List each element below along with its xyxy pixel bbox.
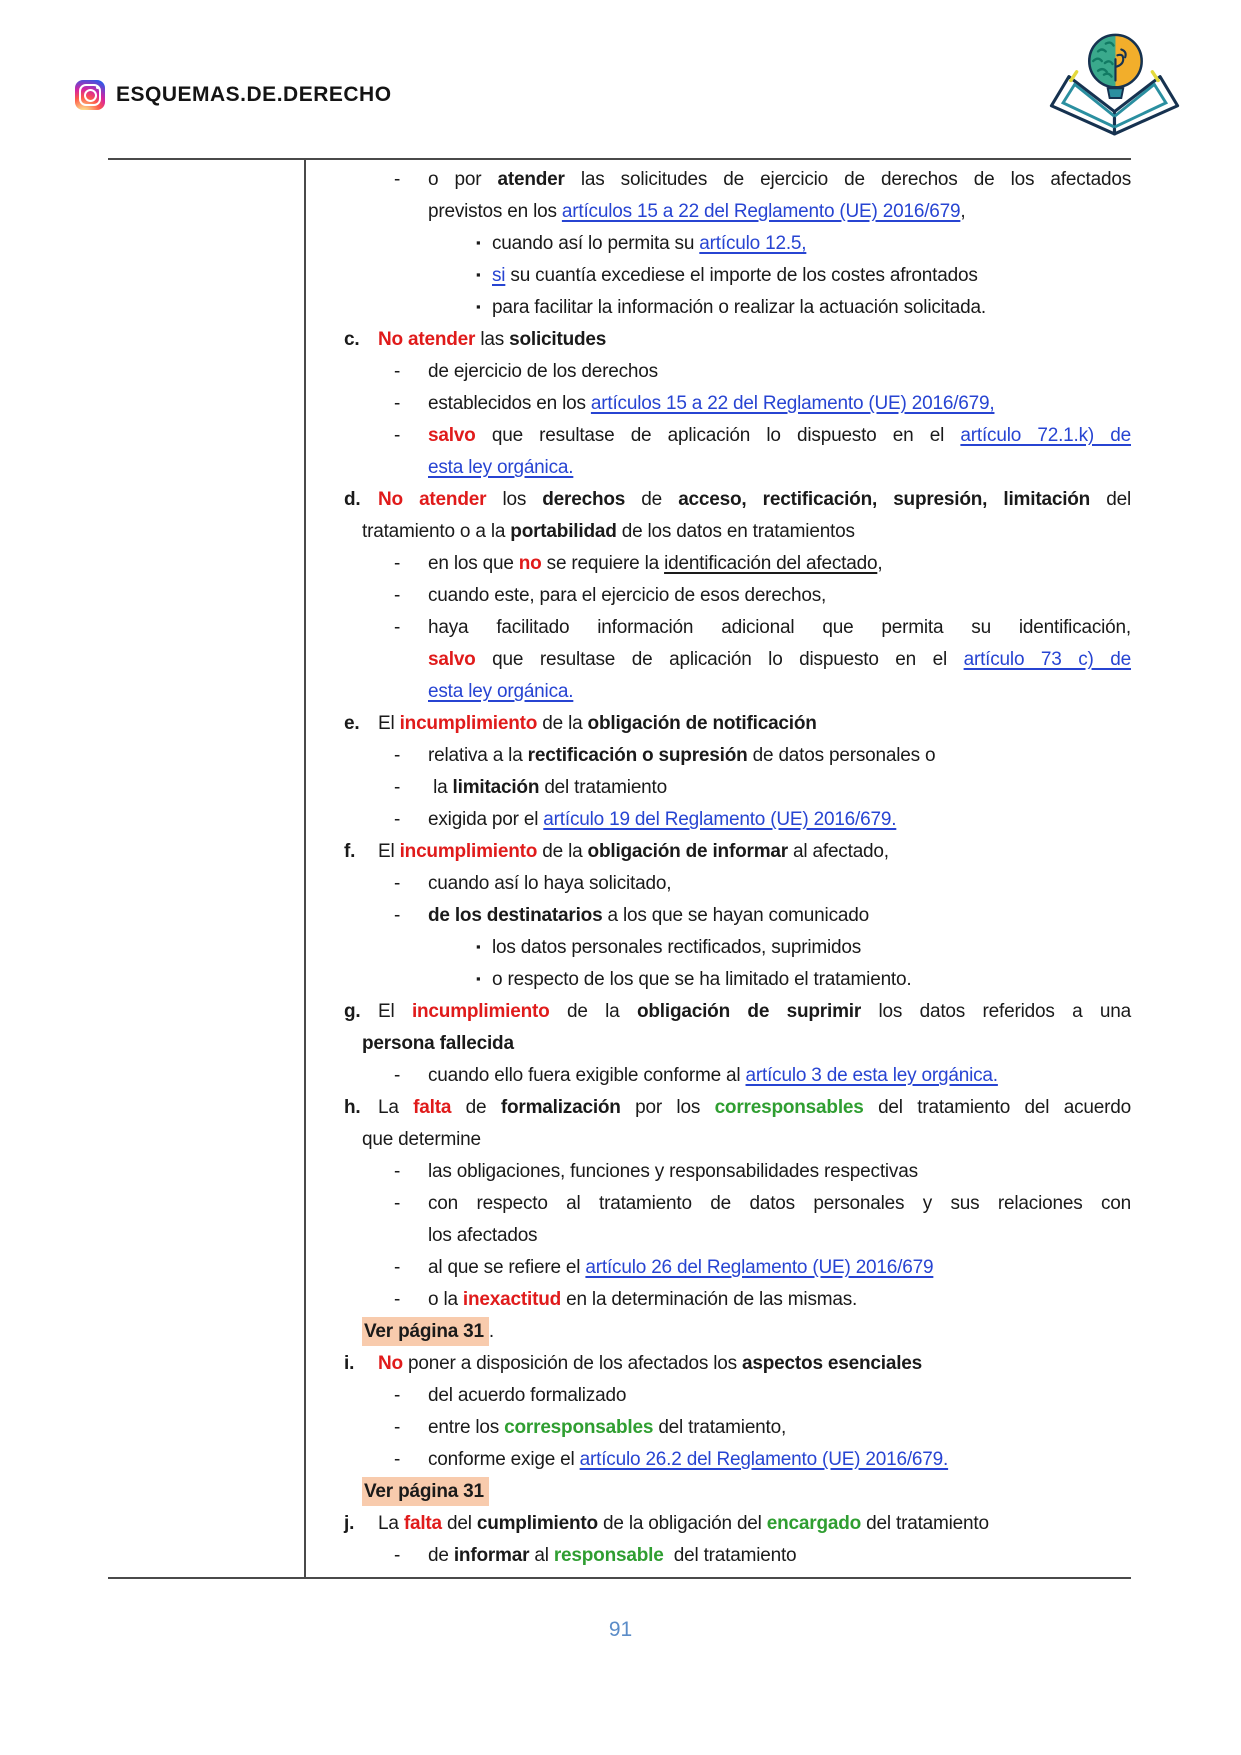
book-brain-lightbulb-logo — [1032, 20, 1197, 142]
text: cuando este, para el ejercicio de esos derechos, — [428, 585, 827, 606]
text: del — [1090, 489, 1131, 510]
dash-bullet: - — [394, 361, 401, 382]
text: El — [378, 713, 400, 734]
text-line — [306, 484, 1131, 516]
text: El — [378, 1001, 412, 1022]
text-line — [306, 1444, 1131, 1476]
red-emphasis: No atender — [378, 489, 487, 510]
red-emphasis: falta — [403, 1513, 442, 1534]
text-line — [306, 644, 1131, 676]
text: de — [428, 1545, 454, 1566]
square-bullet: ▪ — [476, 971, 481, 986]
text-line — [306, 612, 1131, 644]
bulb-base — [1108, 88, 1124, 98]
table-right-column — [306, 164, 1131, 1572]
text: los afectados — [428, 1225, 538, 1246]
instagram-lens — [84, 89, 97, 102]
red-emphasis: no — [518, 553, 542, 574]
text: las obligaciones, funciones y responsabilidades respectivas — [428, 1161, 918, 1182]
text-line — [306, 164, 1131, 196]
text: establecidos en los — [428, 393, 591, 414]
bold-text: atender — [497, 169, 565, 190]
text-line — [306, 1220, 1131, 1252]
text: del tratamiento — [861, 1513, 989, 1534]
bold-text: obligación de informar — [587, 841, 788, 862]
green-emphasis: corresponsables — [714, 1097, 864, 1118]
text: de — [625, 489, 679, 510]
text-line — [306, 1316, 1131, 1348]
text: , — [960, 201, 966, 222]
text-line — [306, 836, 1131, 868]
text: previstos en los — [428, 201, 562, 222]
text: en los que — [428, 553, 519, 574]
text-line — [306, 548, 1131, 580]
text-line — [306, 868, 1131, 900]
text: entre los — [428, 1417, 505, 1438]
text-line — [306, 356, 1131, 388]
ver-pagina-highlight: Ver página 31 — [362, 1317, 489, 1346]
text: al afectado, — [787, 841, 889, 862]
text: conforme exige el — [428, 1449, 580, 1470]
text: poner a disposición de los afectados los — [402, 1353, 743, 1374]
text: cuando ello fuera exigible conforme al — [428, 1065, 746, 1086]
bold-text: obligación de notificación — [587, 713, 817, 734]
bold-text: aspectos esenciales — [742, 1353, 923, 1374]
page-number: 91 — [608, 1618, 633, 1641]
text: en la determinación de las mismas. — [561, 1289, 858, 1310]
dash-bullet: - — [394, 1289, 401, 1310]
dash-bullet: - — [394, 1385, 401, 1406]
hyperlink[interactable]: si — [492, 265, 506, 286]
text: que resultase de aplicación lo dispuesto en el — [475, 425, 961, 446]
hyperlink[interactable]: artículos 15 a 22 del Reglamento (UE) 2016/679 — [561, 201, 961, 222]
dash-bullet: - — [394, 1417, 401, 1438]
item-letter: h. — [344, 1097, 361, 1118]
dash-bullet: - — [394, 425, 401, 446]
text-line — [306, 1508, 1131, 1540]
dash-bullet: - — [394, 905, 401, 926]
bold-text: obligación de suprimir — [636, 1001, 862, 1022]
item-letter: e. — [344, 713, 360, 734]
bold-text: informar — [453, 1545, 530, 1566]
square-bullet: ▪ — [476, 235, 481, 250]
text: haya facilitado información adicional que permita su identificación, — [428, 617, 1131, 638]
red-emphasis: No atender — [378, 329, 476, 350]
hyperlink[interactable]: artículo 72.1.k) de — [960, 425, 1131, 446]
square-bullet: ▪ — [476, 267, 481, 282]
red-emphasis: incumplimiento — [411, 1001, 550, 1022]
text-line — [306, 1092, 1131, 1124]
hyperlink[interactable]: esta ley orgánica. — [428, 681, 574, 702]
hyperlink[interactable]: artículo 26 del Reglamento (UE) 2016/679 — [585, 1257, 934, 1278]
square-bullet: ▪ — [476, 939, 481, 954]
text: que resultase de aplicación lo dispuesto en el — [475, 649, 964, 670]
text-line — [306, 996, 1131, 1028]
text: La — [378, 1513, 404, 1534]
text: con respecto al tratamiento de datos personales y sus relaciones con — [428, 1193, 1131, 1214]
bold-text: limitación — [452, 777, 540, 798]
text-line — [306, 1284, 1131, 1316]
text: las solicitudes de ejercicio de derechos de los afectados — [564, 169, 1131, 190]
brand — [75, 80, 392, 110]
text: a los que se hayan comunicado — [602, 905, 869, 926]
text-line — [306, 932, 1131, 964]
bold-text: cumplimiento — [476, 1513, 598, 1534]
text: del tratamiento — [539, 777, 667, 798]
text-line — [306, 228, 1131, 260]
text: de los datos en tratamientos — [616, 521, 855, 542]
text-line — [306, 1476, 1131, 1508]
text-line — [306, 1060, 1131, 1092]
text-line — [306, 1252, 1131, 1284]
green-emphasis: encargado — [766, 1513, 862, 1534]
text-line — [306, 292, 1131, 324]
item-letter: j. — [344, 1513, 355, 1534]
text-line — [306, 388, 1131, 420]
dash-bullet: - — [394, 777, 401, 798]
text-line — [306, 1348, 1131, 1380]
text: al — [529, 1545, 554, 1566]
text-line — [306, 1380, 1131, 1412]
dash-bullet: - — [394, 585, 401, 606]
text-line — [306, 1540, 1131, 1572]
dash-bullet: - — [394, 393, 401, 414]
text: tratamiento o a la — [362, 521, 511, 542]
text: relativa a la — [428, 745, 528, 766]
text-line — [306, 196, 1131, 228]
text: al que se refiere el — [428, 1257, 586, 1278]
dash-bullet: - — [394, 1257, 401, 1278]
hyperlink[interactable]: artículo 3 de esta ley orgánica. — [745, 1065, 998, 1086]
hyperlink[interactable]: artículos 15 a 22 del Reglamento (UE) 2016/679, — [590, 393, 995, 414]
text-line — [306, 260, 1131, 292]
text: del acuerdo formalizado — [428, 1385, 627, 1406]
text: de la — [537, 713, 588, 734]
red-emphasis: salvo — [428, 649, 476, 670]
bold-text: de los destinatarios — [428, 905, 603, 926]
red-emphasis: falta — [413, 1097, 452, 1118]
text: , — [877, 553, 883, 574]
underlined-text: identificación del afectado — [664, 553, 878, 574]
text: los datos personales rectificados, suprimidos — [492, 937, 862, 958]
text: para facilitar la información o realizar la actuación solicitada. — [492, 297, 986, 318]
hyperlink[interactable]: esta ley orgánica. — [428, 457, 574, 478]
dash-bullet: - — [394, 873, 401, 894]
text-line — [306, 708, 1131, 740]
text: o por — [428, 169, 498, 190]
text-line — [306, 676, 1131, 708]
red-emphasis: incumplimiento — [399, 841, 538, 862]
text: exigida por el — [428, 809, 544, 830]
text-line — [306, 452, 1131, 484]
text: cuando así lo haya solicitado, — [428, 873, 672, 894]
text-line — [306, 1188, 1131, 1220]
item-letter: f. — [344, 841, 356, 862]
green-emphasis: corresponsables — [504, 1417, 654, 1438]
text: o respecto de los que se ha limitado el tratamiento. — [492, 969, 912, 990]
text: de la — [537, 841, 588, 862]
red-emphasis: incumplimiento — [399, 713, 538, 734]
text: cuando así lo permita su — [492, 233, 700, 254]
dash-bullet: - — [394, 1161, 401, 1182]
text: El — [378, 841, 400, 862]
bold-text: rectificación o supresión — [527, 745, 748, 766]
bold-text: derechos — [542, 489, 626, 510]
square-bullet: ▪ — [476, 299, 481, 314]
red-emphasis: salvo — [428, 425, 476, 446]
hyperlink[interactable]: artículo 26.2 del Reglamento (UE) 2016/679. — [579, 1449, 949, 1470]
green-emphasis: responsable — [553, 1545, 664, 1566]
dash-bullet: - — [394, 1449, 401, 1470]
text: la — [428, 777, 453, 798]
text-line — [306, 516, 1131, 548]
text: las — [475, 329, 510, 350]
bold-text: persona fallecida — [362, 1033, 514, 1054]
item-letter: c. — [344, 329, 360, 350]
text: . — [488, 1321, 495, 1342]
red-emphasis: inexactitud — [462, 1289, 562, 1310]
schema-table — [108, 158, 1131, 1579]
dash-bullet: - — [394, 553, 401, 574]
hyperlink[interactable]: artículo 73 c) de — [963, 649, 1131, 670]
item-letter: i. — [344, 1353, 355, 1374]
text: de ejercicio de los derechos — [428, 361, 658, 382]
dash-bullet: - — [394, 169, 401, 190]
bold-text: portabilidad — [510, 521, 617, 542]
text-line — [306, 1028, 1131, 1060]
text-line — [306, 804, 1131, 836]
text: del — [441, 1513, 477, 1534]
text: La — [378, 1097, 414, 1118]
instagram-icon — [75, 80, 105, 110]
text: los — [486, 489, 543, 510]
hyperlink[interactable]: artículo 12.5, — [699, 233, 807, 254]
brand-name: ESQUEMAS.DE.DERECHO — [116, 83, 392, 106]
text-line — [306, 1124, 1131, 1156]
text-line — [306, 580, 1131, 612]
ver-pagina-highlight: Ver página 31 — [362, 1477, 489, 1506]
text: los datos referidos a una — [861, 1001, 1132, 1022]
bold-text: solicitudes — [509, 329, 607, 350]
text: por los — [620, 1097, 715, 1118]
bold-text: acceso, rectificación, supresión, limitación — [678, 489, 1091, 510]
text: del tratamiento, — [653, 1417, 787, 1438]
dash-bullet: - — [394, 1065, 401, 1086]
text: su cuantía excediese el importe de los costes afrontados — [505, 265, 978, 286]
text: del tratamiento — [663, 1545, 797, 1566]
dash-bullet: - — [394, 1545, 401, 1566]
text: se requiere la — [541, 553, 665, 574]
text-line — [306, 772, 1131, 804]
text: de la obligación del — [597, 1513, 767, 1534]
instagram-flash-dot — [96, 86, 99, 89]
text-line — [306, 900, 1131, 932]
item-letter: d. — [344, 489, 361, 510]
text: de la — [549, 1001, 637, 1022]
red-emphasis: No — [378, 1353, 403, 1374]
text: de datos personales o — [747, 745, 936, 766]
text: de — [451, 1097, 501, 1118]
dash-bullet: - — [394, 1193, 401, 1214]
hyperlink[interactable]: artículo 19 del Reglamento (UE) 2016/679. — [543, 809, 897, 830]
text-line — [306, 740, 1131, 772]
text-line — [306, 324, 1131, 356]
text-line — [306, 964, 1131, 996]
dash-bullet: - — [394, 745, 401, 766]
text-line — [306, 1156, 1131, 1188]
text-line — [306, 1412, 1131, 1444]
text: o la — [428, 1289, 463, 1310]
text-line — [306, 420, 1131, 452]
bold-text: formalización — [500, 1097, 621, 1118]
dash-bullet: - — [394, 809, 401, 830]
dash-bullet: - — [394, 617, 401, 638]
text: que determine — [362, 1129, 481, 1150]
item-letter: g. — [344, 1001, 361, 1022]
text: del tratamiento del acuerdo — [863, 1097, 1131, 1118]
